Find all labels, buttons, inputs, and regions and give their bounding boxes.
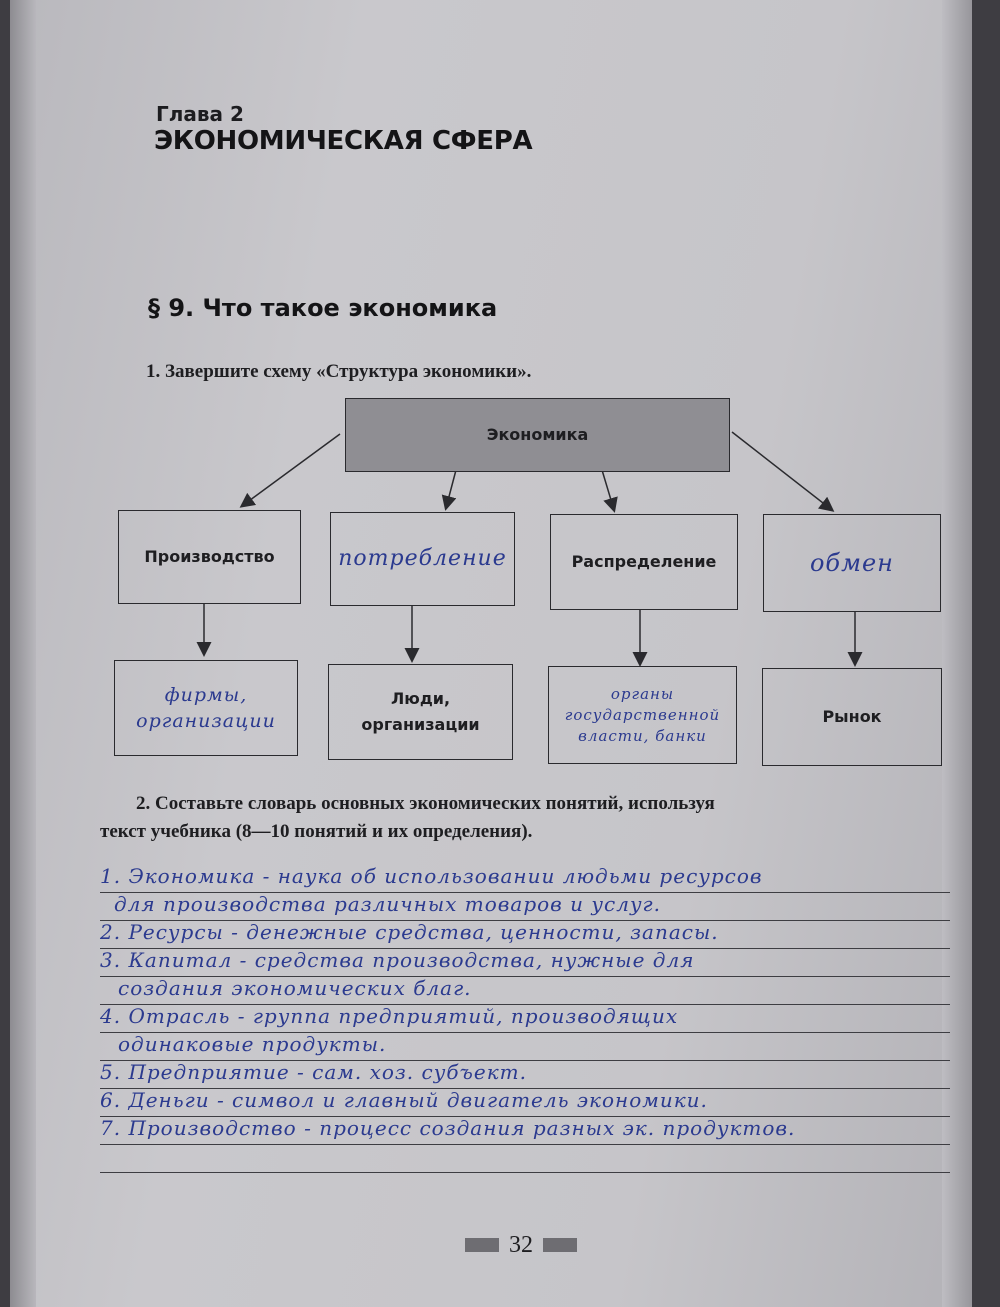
scheme-box-exchange: обмен — [763, 514, 941, 612]
chapter-title: ЭКОНОМИЧЕСКАЯ СФЕРА — [154, 126, 533, 156]
scheme-box-people: Люди, организации — [328, 664, 513, 760]
definition-line: 5. Предприятие - сам. хоз. субъект. — [100, 1060, 527, 1084]
page-number-bar-left — [465, 1238, 499, 1252]
arrow-root-to-consumption — [446, 470, 456, 508]
scheme-box-production: Производство — [118, 510, 301, 604]
arrow-root-to-exchange — [732, 432, 832, 510]
definition-line: создания экономических благ. — [118, 976, 472, 1000]
page-number-bar-right — [543, 1238, 577, 1252]
scheme-box-consumption: потребление — [330, 512, 515, 606]
page-number — [465, 1230, 577, 1260]
definition-line: 7. Производство - процесс создания разных эк. продуктов. — [100, 1116, 796, 1140]
scheme-root-economy: Экономика — [345, 398, 730, 472]
definition-line: одинаковые продукты. — [118, 1032, 387, 1056]
textbook-page — [10, 0, 972, 1307]
ruled-line — [100, 1172, 950, 1173]
arrow-root-to-distribution — [602, 470, 614, 510]
chapter-label: Глава 2 — [156, 102, 244, 126]
section-title: § 9. Что такое экономика — [148, 294, 498, 322]
page-number-text: 32 — [509, 1231, 533, 1258]
definition-line: 3. Капитал - средства производства, нужные для — [100, 948, 695, 972]
task2-prompt-line2: текст учебника (8—10 понятий и их определения). — [100, 821, 533, 842]
task2-prompt — [100, 790, 960, 846]
definition-line: для производства различных товаров и услуг. — [114, 892, 662, 916]
task1-prompt: 1. Завершите схему «Структура экономики». — [146, 361, 532, 382]
definition-line: 4. Отрасль - группа предприятий, производящих — [100, 1004, 679, 1028]
definition-line: 1. Экономика - наука об использовании людьми ресурсов — [100, 864, 763, 888]
definition-line: 2. Ресурсы - денежные средства, ценности, запасы. — [100, 920, 719, 944]
scheme-box-government: органы государственной власти, банки — [548, 666, 737, 764]
definition-line: 6. Деньги - символ и главный двигатель экономики. — [100, 1088, 708, 1112]
scheme-box-market: Рынок — [762, 668, 942, 766]
scheme-box-firms: фирмы, организации — [114, 660, 298, 756]
task2-prompt-line1: 2. Составьте словарь основных экономических понятий, используя — [136, 793, 715, 814]
scheme-box-distribution: Распределение — [550, 514, 738, 610]
arrow-root-to-production — [242, 434, 340, 506]
